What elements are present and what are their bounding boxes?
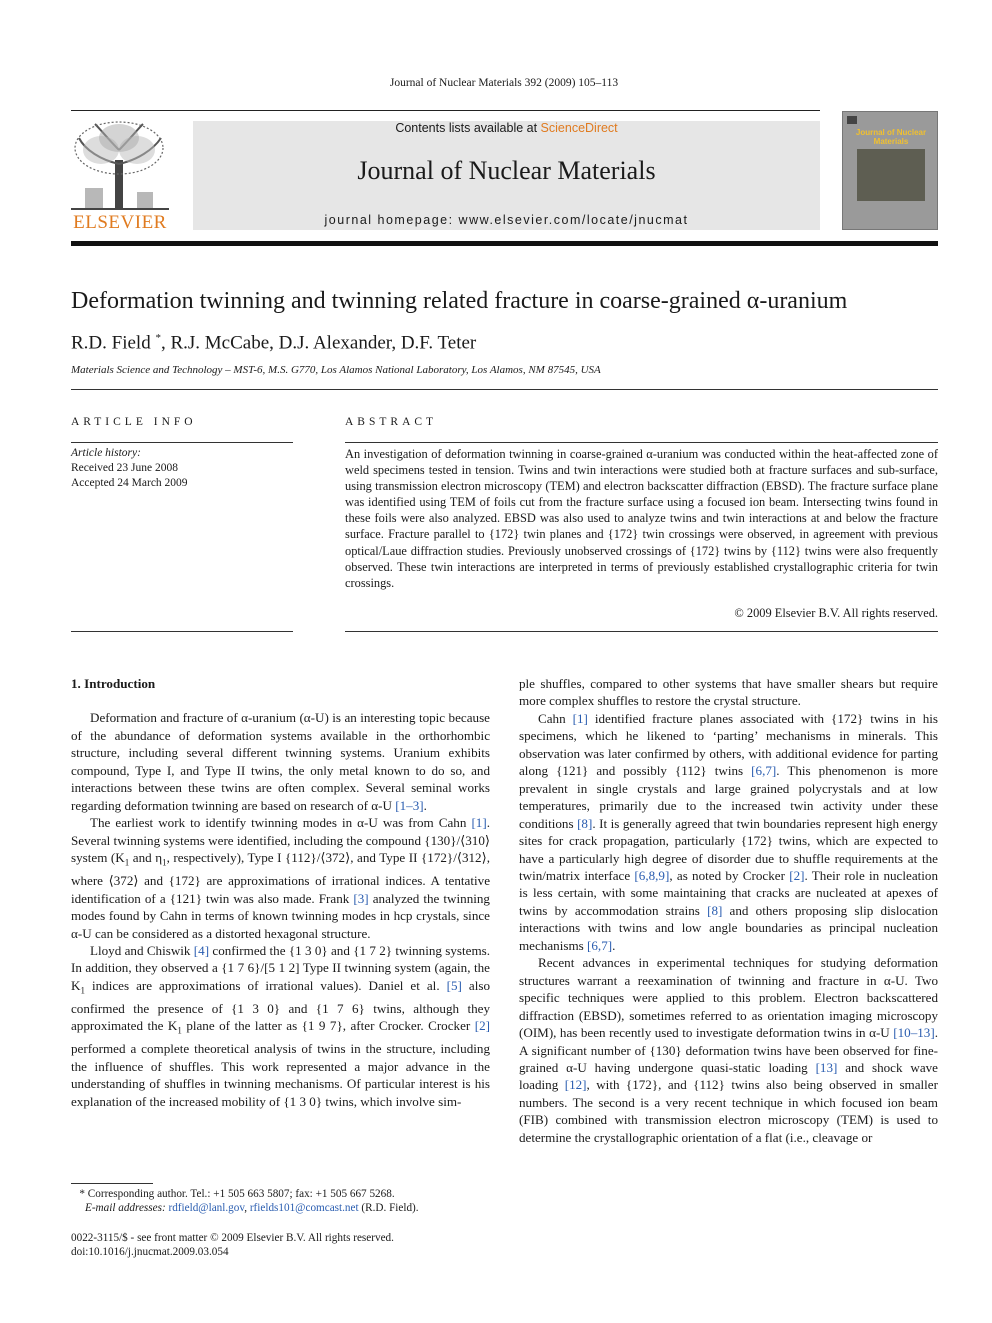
elsevier-logo[interactable] [69, 120, 171, 232]
contents-line [193, 121, 820, 135]
citation-link[interactable]: [4] [193, 942, 210, 958]
paragraph: Lloyd and Chiswik [4] confirmed the {1 3 0} and {1 7 2} twinning systems. In addition, they observed a {1 7 6}/[5 1 2] Type II twinning system (again, the $K_1$ indices are approximations of irrational values). Daniel et al. [5] also confirmed the presence of {1 3 0} and {1 7 6} twins, although they approximated the $K_1$ plane of the latter as {1 9 7}, after Crocker. Crocker [2] performed a complete theoretical analysis of twins in the structure, including the influence of shuffles. This work represented a major advance in the understanding of shuffles in twinning mechanisms. Of particular interest is his explanation of the increased mobility of {1 3 0} twins, which involve sim- [71, 942, 490, 1109]
cover-mark-icon [847, 116, 857, 124]
journal-cover-thumbnail[interactable] [842, 111, 938, 230]
body-column-right [519, 675, 938, 1146]
email-label: E-mail addresses: [84, 1202, 166, 1215]
paragraph: Deformation and fracture of α-uranium (α-U) is an interesting topic because of the abundance of deformation systems available in the orthorhombic structure, including several different twinning systems. Uranium exhibits compound, Type I, and Type II twins, the only metal known to do so, and interactions between these twins are often complex. Several seminal works regarding deformation twinning are based on research of α-U [1–3]. [71, 710, 490, 813]
abstract-heading: ABSTRACT [345, 416, 438, 428]
article-info-rule [71, 442, 293, 443]
authors-rest: , R.J. McCabe, D.J. Alexander, D.F. Teter [160, 332, 477, 354]
issn-line: 0022-3115/$ - see front matter © 2009 Elsevier B.V. All rights reserved. [71, 1232, 394, 1244]
header-rule [71, 110, 820, 111]
citation-link[interactable]: [2] [789, 867, 805, 883]
journal-title: Journal of Nuclear Materials [357, 156, 656, 185]
email-link[interactable]: rdfield@lanl.gov [168, 1202, 245, 1215]
article-info-bottom-rule [71, 631, 293, 632]
citation-link[interactable]: [3] [353, 890, 369, 906]
section-heading-introduction: 1. Introduction [71, 676, 156, 691]
citation-link[interactable]: [6,7] [751, 763, 777, 779]
abstract-rule [345, 442, 938, 443]
journal-homepage-link[interactable]: journal homepage: www.elsevier.com/locate/jnucmat [324, 213, 689, 227]
citation-link[interactable]: [12] [564, 1077, 587, 1093]
affiliation-rule [71, 389, 938, 390]
header-thick-rule [71, 241, 938, 246]
citation-link[interactable]: [1–3] [395, 797, 424, 813]
citation-link[interactable]: [6,8,9] [634, 867, 670, 883]
citation-link[interactable]: [10–13] [893, 1025, 935, 1041]
citation-link[interactable]: [8] [707, 902, 723, 918]
citation-link[interactable]: [2] [474, 1018, 490, 1034]
abstract-bottom-rule [345, 631, 938, 632]
corresponding-mark[interactable]: * [155, 332, 161, 344]
received-date: Received 23 June 2008 [71, 462, 178, 474]
abstract-copyright: © 2009 Elsevier B.V. All rights reserved. [734, 606, 938, 620]
accepted-date: Accepted 24 March 2009 [71, 477, 188, 489]
article-info-heading: ARTICLE INFO [71, 416, 197, 428]
history-label: Article history: [71, 447, 141, 459]
citation-link[interactable]: [5] [446, 977, 462, 993]
elsevier-wordmark: ELSEVIER [73, 212, 167, 233]
journal-citation: Journal of Nuclear Materials 392 (2009) 105–113 [389, 77, 619, 89]
email-link[interactable]: rfields101@comcast.net [249, 1202, 359, 1215]
article-authors [71, 332, 476, 354]
citation-link[interactable]: [1] [471, 815, 487, 831]
corresponding-author-note: * Corresponding author. Tel.: +1 505 663 5807; fax: +1 505 667 5268. [79, 1188, 395, 1200]
footnote-rule [71, 1183, 153, 1184]
doi-link[interactable]: doi:10.1016/j.jnucmat.2009.03.054 [71, 1246, 229, 1259]
author-first[interactable]: R.D. Field [71, 332, 151, 354]
citation-link[interactable]: [6,7] [587, 937, 613, 953]
email-line: E-mail addresses: rdfield@lanl.gov, rfields101@comcast.net (R.D. Field). [84, 1202, 419, 1215]
paragraph: ple shuffles, compared to other systems that have smaller shears but require more complex shuffles to restore the crystal structure. [519, 676, 938, 709]
abstract-text: An investigation of deformation twinning in coarse-grained α-uranium was conducted within the heat-affected zone of weld specimens tested in tension. Twins and twin interactions were studied both at fracture surfaces and sub-surface, using transmission electron microscopy (TEM) and electron backscatter diffraction (EBSD). The fracture surface plane was identified using TEM of foils cut from the fracture surface using a focused ion beam. Intersecting twins found in these foils were also analyzed. EBSD was also used to analyze twins and twin interactions at and below the fracture surface. Fracture parallel to {172} twin planes and {172} twin crossings were observed, in agreement with previous optical/Laue diffraction studies. Previously unobserved crossings of {172} twins by {112} twins were also frequently observed. These twin interactions are interpreted in terms of previously established crystallographic criteria for twin crossings. [345, 447, 938, 590]
affiliation: Materials Science and Technology – MST-6, M.S. G770, Los Alamos National Laboratory, Los Alamos, NM 87545, USA [71, 364, 601, 376]
contents-prefix: Contents lists available at [395, 121, 541, 135]
front-matter [71, 1231, 394, 1260]
sciencedirect-link[interactable]: ScienceDirect [540, 121, 618, 135]
footnote [71, 1187, 491, 1216]
citation-link[interactable]: [8] [577, 815, 593, 831]
paragraph: The earliest work to identify twinning modes in α-U was from Cahn [1]. Several twinning systems were identified, including the compound {130}/⟨310⟩ system ($K_1$ and $\eta_1$, respectively), Type I {112}/⟨372⟩, and Type II {172}/⟨312⟩, where ⟨372⟩ and {172} are approximations of irrational indices. A tentative identification of a {121} twin was also made. Frank [3] analyzed the twinning modes found by Cahn in terms of known twinning modes in hcp crystals, since α-U can be considered as a distorted hexagonal structure. [71, 815, 490, 941]
cover-title: Journal of Nuclear Materials [855, 128, 927, 146]
article-history [71, 446, 188, 491]
cover-image [857, 149, 925, 201]
citation-link[interactable]: [13] [815, 1059, 838, 1075]
citation-link[interactable]: [1] [572, 710, 588, 726]
elsevier-tree-icon [71, 120, 169, 212]
article-title: Deformation twinning and twinning related fracture in coarse-grained α-uranium [71, 288, 848, 314]
body-column-left [71, 675, 490, 1110]
paragraph: Cahn [1] identified fracture planes associated with {172} twins in his specimens, which he likened to ‘parting’ mechanisms in minerals. This observation was later confirmed by others, with additional evidence for parting along {121} and possibly {112} twins [6,7]. This phenomenon is more prevalent in single crystals and large grained polycrystals and at low temperatures, primarily due to the increased twin activity under these conditions [8]. It is generally agreed that twin boundaries represent high energy sites for crack propagation, particularly {172} twins, which are expected to have a particularly high degree of disorder due to shuffle requirements at the twin/matrix interface [6,8,9], as noted by Crocker [2]. Their role in nucleation is less certain, with some maintaining that cracks are nucleated at apexes of twins by accommodation strains [8] and others proposing slip dislocation interactions with twins and low angle boundaries as principal nucleation mechanisms [6,7]. [519, 710, 939, 953]
paragraph: Recent advances in experimental techniques for studying deformation structures warrant a reexamination of twinning and fracture in α-U. Two specific techniques were applied to this problem. Electron backscattered diffraction (EBSD), sometimes referred to as orientation imaging microscopy (OIM), has been recently used to investigate deformation twins in α-U [10–13]. A significant number of {130} deformation twins have been observed for fine-grained α-U having undergone quasi-static loading [13] and shock wave loading [12], with {172}, and {112} twins also being observed in smaller numbers. The second is a very recent technique in which focused ion beam (FIB) combined with transmission electron microscopy (TEM) is used to determine the crystallographic orientation of a flat (i.e., cleavage or [519, 955, 938, 1145]
